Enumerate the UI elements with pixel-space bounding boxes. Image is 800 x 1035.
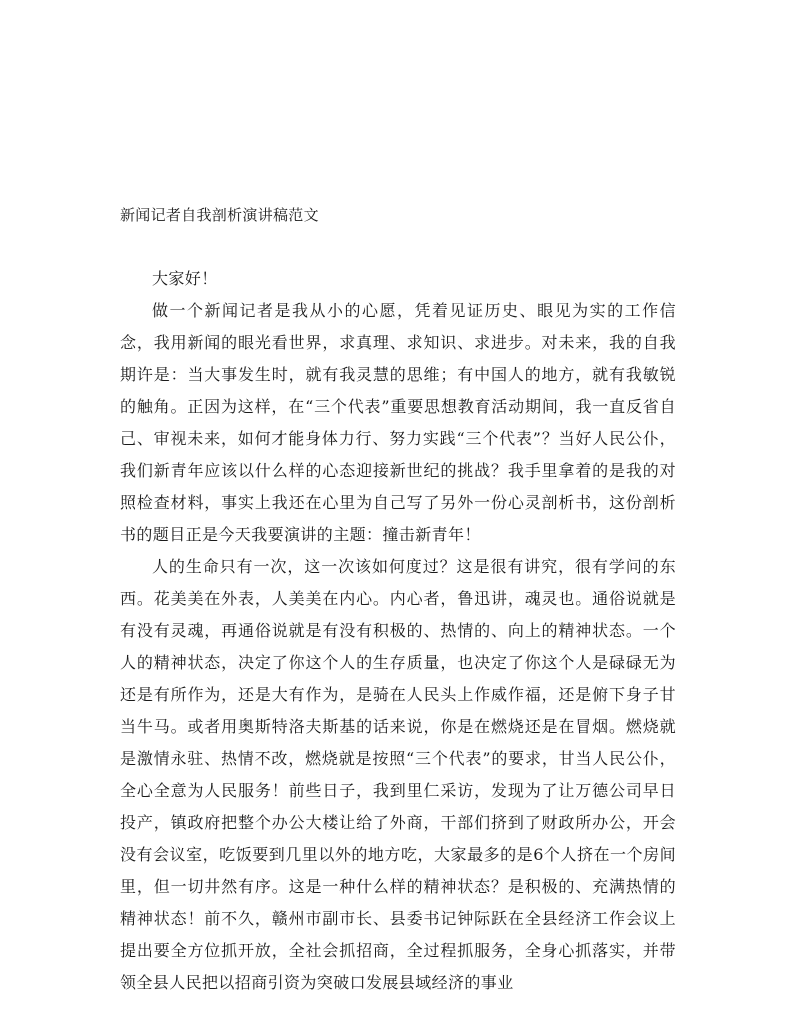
document-body (120, 263, 676, 999)
paragraph-intro: 做一个新闻记者是我从小的心愿，凭着见证历史、眼见为实的工作信念，我用新闻的眼光看世界，求真理、求知识、求进步。对未来，我的自我期许是：当大事发生时，就有我灵慧的思维；有中国人的地方，就有我敏锐的触角。正因为这样，在“三个代表”重要思想教育活动期间，我一直反省自己、审视未来，如何才能身体力行、努力实践“三个代表”？当好人民公仆，我们新青年应该以什么样的心态迎接新世纪的挑战？我手里拿着的是我的对照检查材料，事实上我还在心里为自己写了另外一份心灵剖析书，这份剖析书的题目正是今天我要演讲的主题：撞击新青年！ (120, 301, 676, 544)
document-title: 新闻记者自我剖析演讲稿范文 (120, 206, 319, 224)
paragraph-greeting: 大家好！ (152, 269, 218, 288)
paragraph-spirit: 人的生命只有一次，这一次该如何度过？这是很有讲究，很有学问的东西。花美美在外表，人美美在内心。内心者，鲁迅讲，魂灵也。通俗说就是有没有灵魂，再通俗说就是有没有积极的、热情的、向上的精神状态。一个人的精神状态，决定了你这个人的生存质量，也决定了你这个人是碌碌无为还是有所作为，还是大有作为，是骑在人民头上作威作福，还是俯下身子甘当牛马。或者用奥斯特洛夫斯基的话来说，你是在燃烧还是在冒烟。燃烧就是激情永驻、热情不改，燃烧就是按照“三个代表”的要求，甘当人民公仆，全心全意为人民服务！前些日子，我到里仁采访，发现为了让万德公司早日投产，镇政府把整个办公大楼让给了外商，干部们挤到了财政所办公，开会没有会议室，吃饭要到几里以外的地方吃，大家最多的是6个人挤在一个房间里，但一切井然有序。这是一种什么样的精神状态？是积极的、充满热情的精神状态！前不久，赣州市副市长、县委书记钟际跃在全县经济工作会议上提出要全方位抓开放，全社会抓招商，全过程抓服务，全身心抓落实，并带领全县人民把以招商引资为突破口发展县域经济的事业 (120, 557, 676, 992)
